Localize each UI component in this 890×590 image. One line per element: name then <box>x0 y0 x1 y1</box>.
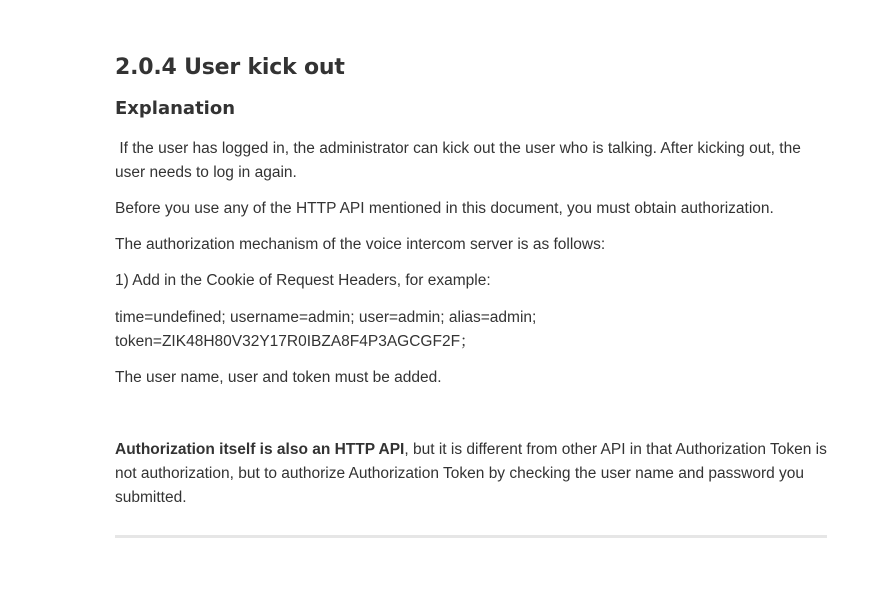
paragraph-kick-out: If the user has logged in, the administrator can kick out the user who is talking. After kicking out, the user needs to log in again. <box>115 140 806 181</box>
authorization-api-bold: Authorization itself is also an HTTP API <box>115 441 405 458</box>
paragraph-authorization-api <box>115 438 827 510</box>
explanation-heading: Explanation <box>115 98 236 119</box>
section-heading: 2.0.4 User kick out <box>115 55 345 80</box>
paragraph-cookie-example <box>115 306 827 354</box>
paragraph-mechanism: The authorization mechanism of the voice intercom server is as follows: <box>115 236 606 253</box>
cookie-example-line-1: time=undefined; username=admin; user=admin; alias=admin; <box>115 309 537 326</box>
section-divider <box>115 535 827 538</box>
paragraph-cookie-step: 1) Add in the Cookie of Request Headers, for example: <box>115 272 491 289</box>
paragraph-required-fields: The user name, user and token must be added. <box>115 369 442 386</box>
document-body <box>115 52 827 522</box>
paragraph-authorization-required: Before you use any of the HTTP API mentioned in this document, you must obtain authorization. <box>115 200 774 217</box>
cookie-example-line-2: token=ZIK48H80V32Y17R0IBZA8F4P3AGCGF2F； <box>115 333 476 350</box>
authorization-api-text: , but it is different from other API in that Authorization Token is not authorization, but to authorize Authorization Token by checking the user name and password you submitted. <box>115 441 827 506</box>
